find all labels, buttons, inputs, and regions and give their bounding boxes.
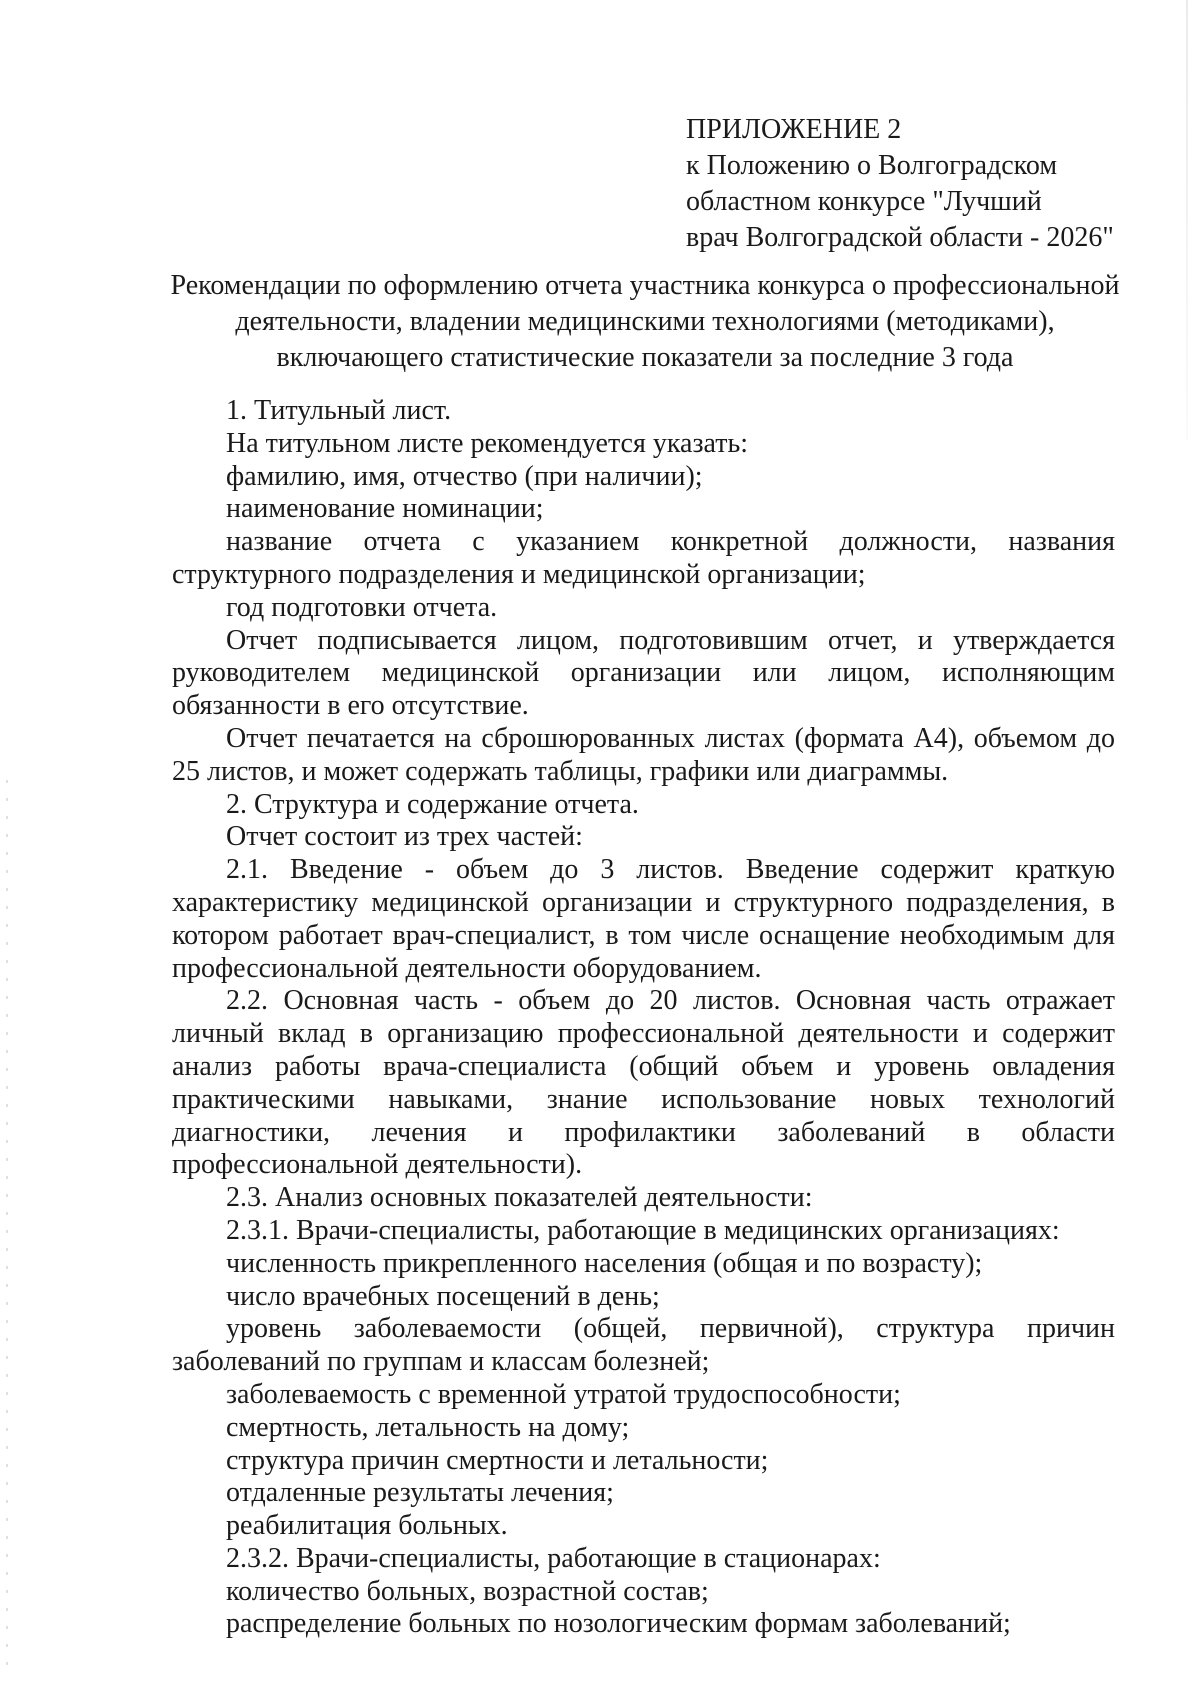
list-item: число врачебных посещений в день; (226, 1280, 660, 1312)
section-heading: 2.3. Анализ основных показателей деятельности: (226, 1182, 813, 1214)
list-item: структура причин смертности и летальности; (226, 1444, 769, 1476)
paragraph: На титульном листе рекомендуется указать: (226, 427, 749, 459)
list-item: количество больных, возрастной состав; (226, 1575, 709, 1607)
section-heading: 1. Титульный лист. (226, 395, 452, 426)
appendix-reference-line: к Положению о Волгоградском (686, 150, 1058, 181)
paragraph: 2.2. Основная часть - объем до 20 листов. Основная часть отражает личный вклад в организацию профессиональной деятельности и содержит анализ работы врача-специалиста (общий объем и уровень овладения практическими навыками, знание использование новых технологий диагностики, лечения и профилактики заболеваний в области профессиональной деятельности). (172, 985, 1115, 1181)
title-line: деятельности, владении медицинскими технологиями (методиками), (235, 306, 1055, 337)
list-item: фамилию, имя, отчество (при наличии); (226, 460, 703, 492)
appendix-reference-line: врач Волгоградской области - 2026" (686, 222, 1114, 253)
document-title (170, 268, 1120, 376)
appendix-number: ПРИЛОЖЕНИЕ 2 (686, 114, 902, 145)
list-item: заболеваемость с временной утратой трудоспособности; (226, 1378, 901, 1410)
list-item: отдаленные результаты лечения; (226, 1477, 614, 1509)
list-item: название отчета с указанием конкретной должности, названия структурного подразделения и медицинской организации; (172, 526, 1115, 590)
paragraph: 2.1. Введение - объем до 3 листов. Введение содержит краткую характеристику медицинской организации и структурного подразделения, в котором работает врач-специалист, в том числе оснащение необходимым для профессиональной деятельности оборудованием. (172, 854, 1115, 984)
list-item: распределение больных по нозологическим формам заболеваний; (226, 1608, 1011, 1640)
list-item: численность прикрепленного населения (общая и по возрасту); (226, 1247, 983, 1279)
list-item: наименование номинации; (226, 493, 544, 525)
paragraph: Отчет подписывается лицом, подготовившим отчет, и утверждается руководителем медицинской организации или лицом, исполняющим обязанности в его отсутствие. (172, 624, 1115, 722)
appendix-reference-line: областном конкурсе "Лучший (686, 186, 1042, 217)
document-body (172, 395, 1115, 1641)
scan-edge-mark (6, 780, 8, 1680)
scan-edge-mark (1186, 0, 1188, 440)
paragraph: Отчет печатается на сброшюрованных листах (формата А4), объемом до 25 листов, и может содержать таблицы, графики или диаграммы. (172, 722, 1115, 787)
section-heading: 2. Структура и содержание отчета. (226, 788, 639, 820)
list-item: реабилитация больных. (226, 1510, 508, 1542)
subsection-heading: 2.3.2. Врачи-специалисты, работающие в стационарах: (226, 1542, 881, 1574)
appendix-header (686, 112, 1166, 256)
list-item: год подготовки отчета. (226, 591, 498, 623)
subsection-heading: 2.3.1. Врачи-специалисты, работающие в медицинских организациях: (226, 1214, 1060, 1246)
title-line: включающего статистические показатели за последние 3 года (276, 342, 1014, 373)
list-item: уровень заболеваемости (общей, первичной), структура причин заболеваний по группам и классам болезней; (172, 1313, 1115, 1378)
title-line: Рекомендации по оформлению отчета участника конкурса о профессиональной (170, 270, 1120, 301)
paragraph: Отчет состоит из трех частей: (226, 821, 583, 853)
list-item: смертность, летальность на дому; (226, 1411, 630, 1443)
